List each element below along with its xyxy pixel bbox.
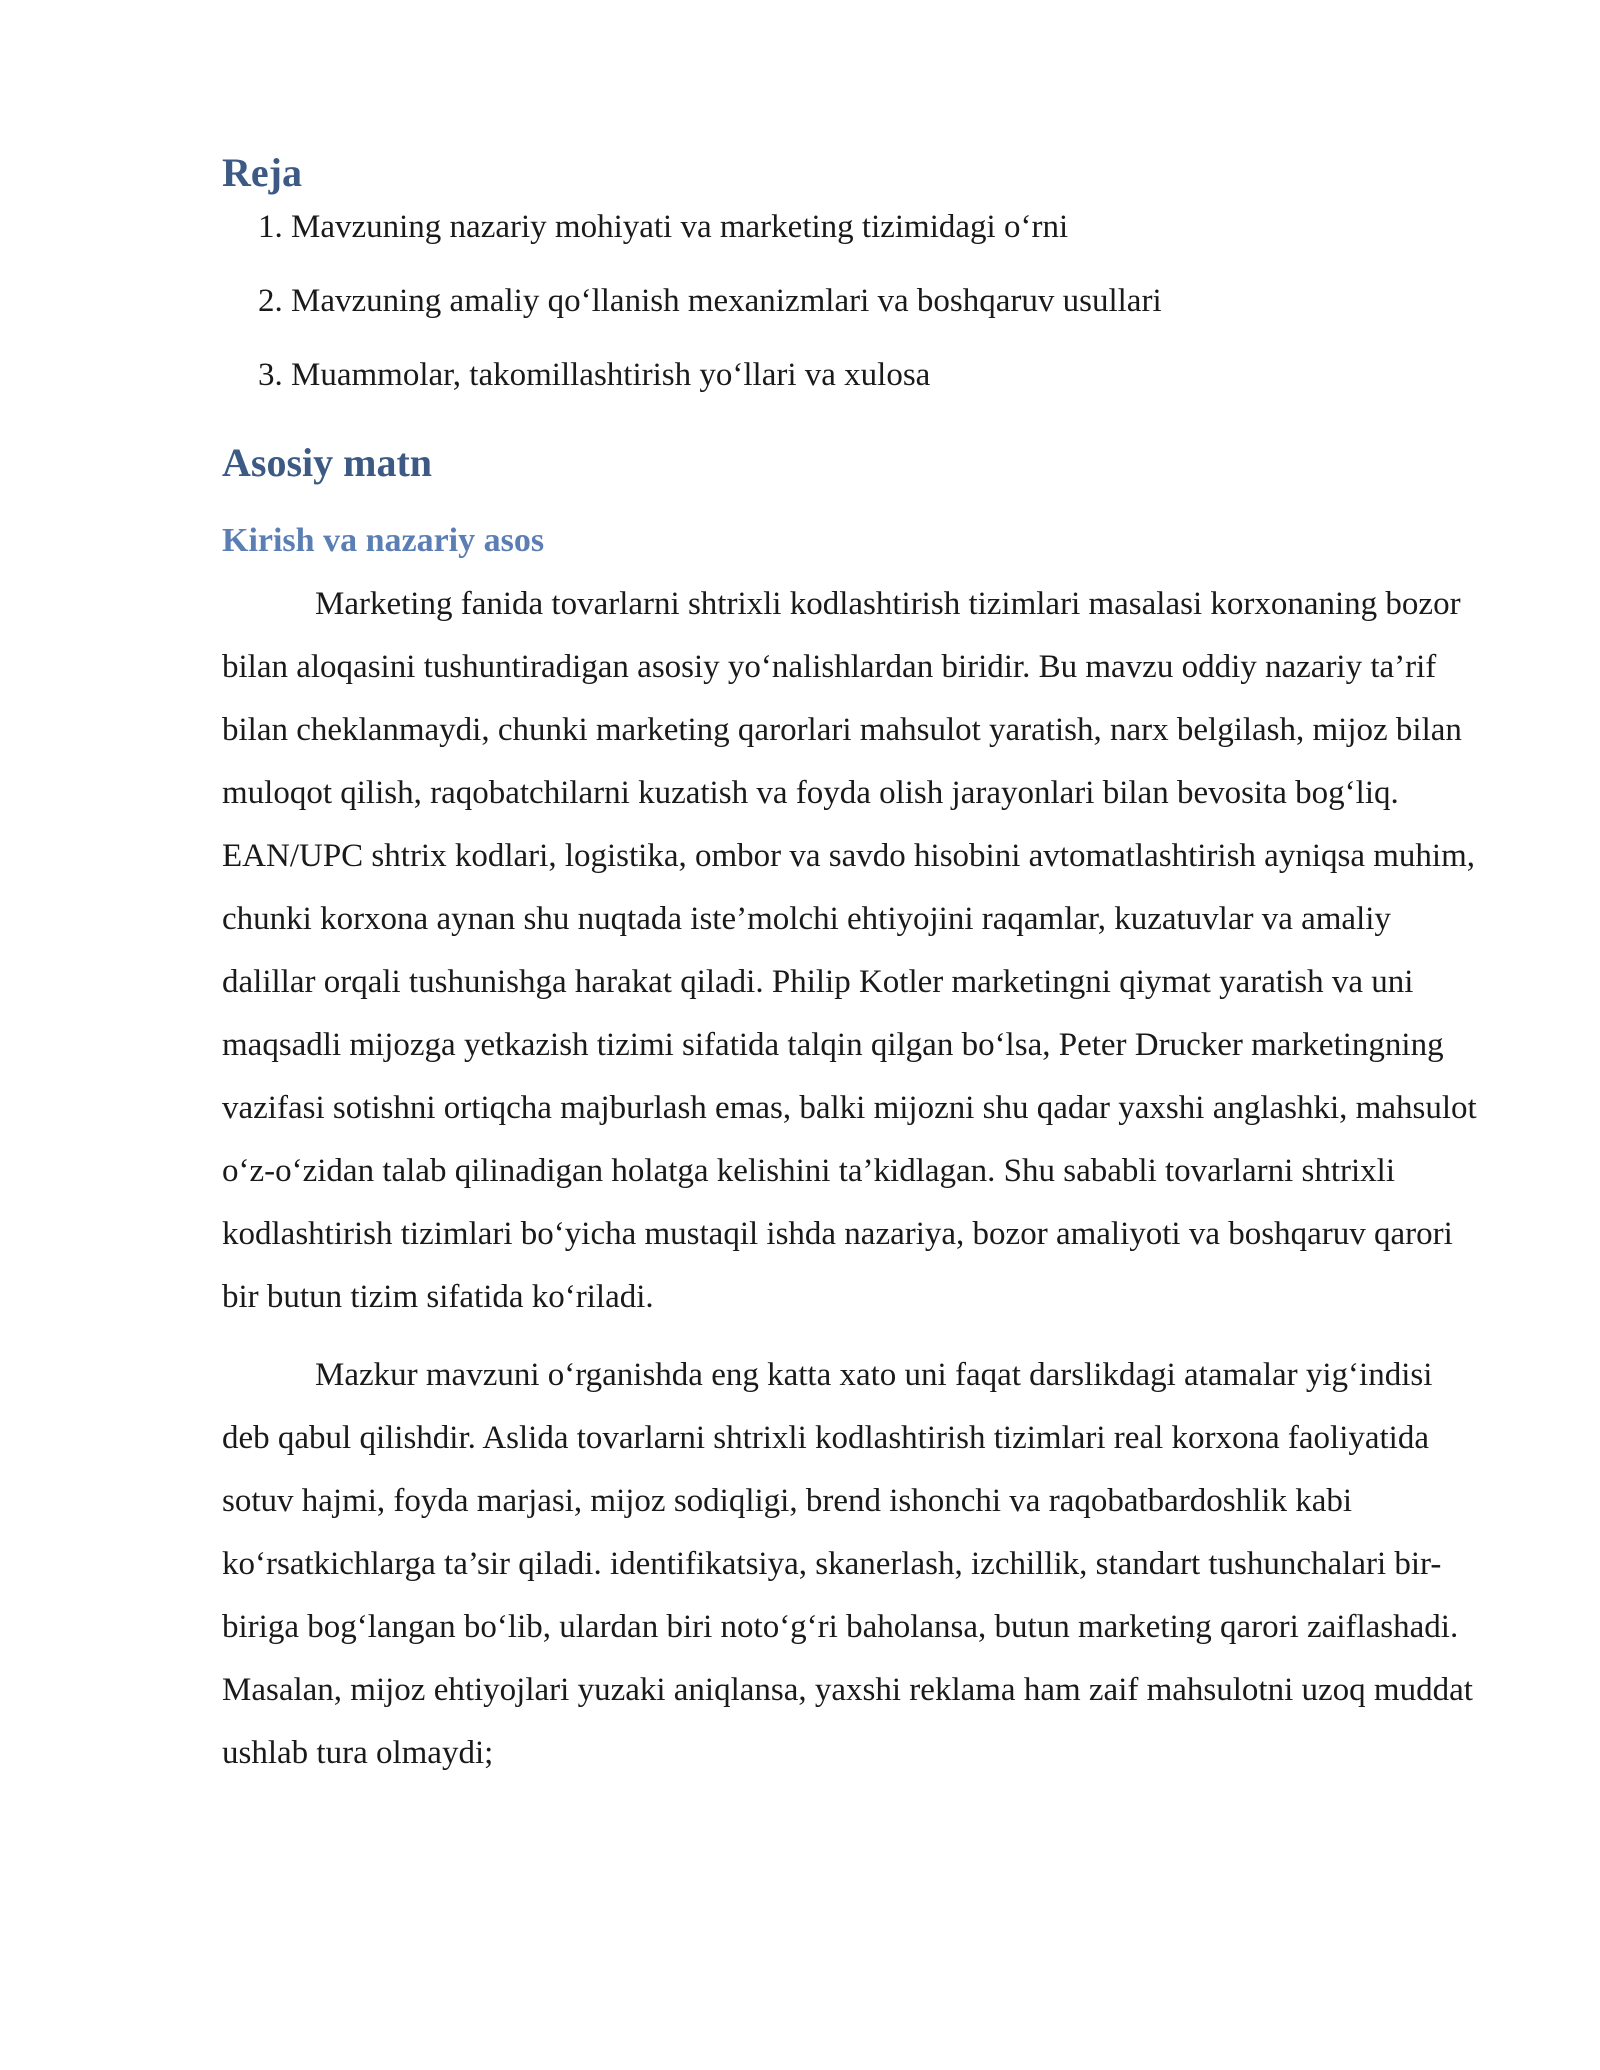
- plan-item-1: 1. Mavzuning nazariy mohiyati va marketing tizimidagi o‘rni: [258, 209, 1069, 245]
- plan-list: [222, 207, 1482, 395]
- body-paragraph-2: Mazkur mavzuni o‘rganishda eng katta xato uni faqat darslikdagi atamalar yig‘indisi deb qabul qilishdir. Aslida tovarlarni shtrixli kodlashtirish tizimlari real korxona faoliyatida sotuv hajmi, foyda marjasi, mijoz sodiqligi, brend ishonchi va raqobatbardoshlik kabi ko‘rsatkichlarga ta’sir qiladi. identifikatsiya, skanerlash, izchillik, standart tushunchalari bir-biriga bog‘langan bo‘lib, ulardan biri noto‘g‘ri baholansa, butun marketing qarori zaiflashadi. Masalan, mijoz ehtiyojlari yuzaki aniqlansa, yaxshi reklama ham zaif mahsulotni uzoq muddat ushlab tura olmaydi;: [222, 1357, 1473, 1771]
- document-content: [222, 145, 1482, 1785]
- plan-item-2: 2. Mavzuning amaliy qo‘llanish mexanizmlari va boshqaruv usullari: [258, 283, 1162, 319]
- section-heading: Asosiy matn: [222, 440, 433, 485]
- plan-item-3: 3. Muammolar, takomillashtirish yo‘llari va xulosa: [258, 357, 931, 393]
- plan-title: Reja: [222, 150, 302, 195]
- body-paragraph-1: Marketing fanida tovarlarni shtrixli kodlashtirish tizimlari masalasi korxonaning bozor bilan aloqasini tushuntiradigan asosiy yo‘nalishlardan biridir. Bu mavzu oddiy nazariy ta’rif bilan cheklanmaydi, chunki marketing qarorlari mahsulot yaratish, narx belgilash, mijoz bilan muloqot qilish, raqobatchilarni kuzatish va foyda olish jarayonlari bilan bevosita bog‘liq. EAN/UPC shtrix kodlari, logistika, ombor va savdo hisobini avtomatlashtirish ayniqsa muhim, chunki korxona aynan shu nuqtada iste’molchi ehtiyojini raqamlar, kuzatuvlar va amaliy dalillar orqali tushunishga harakat qiladi. Philip Kotler marketingni qiymat yaratish va uni maqsadli mijozga yetkazish tizimi sifatida talqin qilgan bo‘lsa, Peter Drucker marketingning vazifasi sotishni ortiqcha majburlash emas, balki mijozni shu qadar yaxshi anglashki, mahsulot o‘z-o‘zidan talab qilinadigan holatga kelishini ta’kidlagan. Shu sababli tovarlarni shtrixli kodlashtirish tizimlari bo‘yicha mustaqil ishda nazariya, bozor amaliyoti va boshqaruv qarori bir butun tizim sifatida ko‘riladi.: [222, 586, 1477, 1315]
- subsection-heading: Kirish va nazariy asos: [222, 522, 545, 559]
